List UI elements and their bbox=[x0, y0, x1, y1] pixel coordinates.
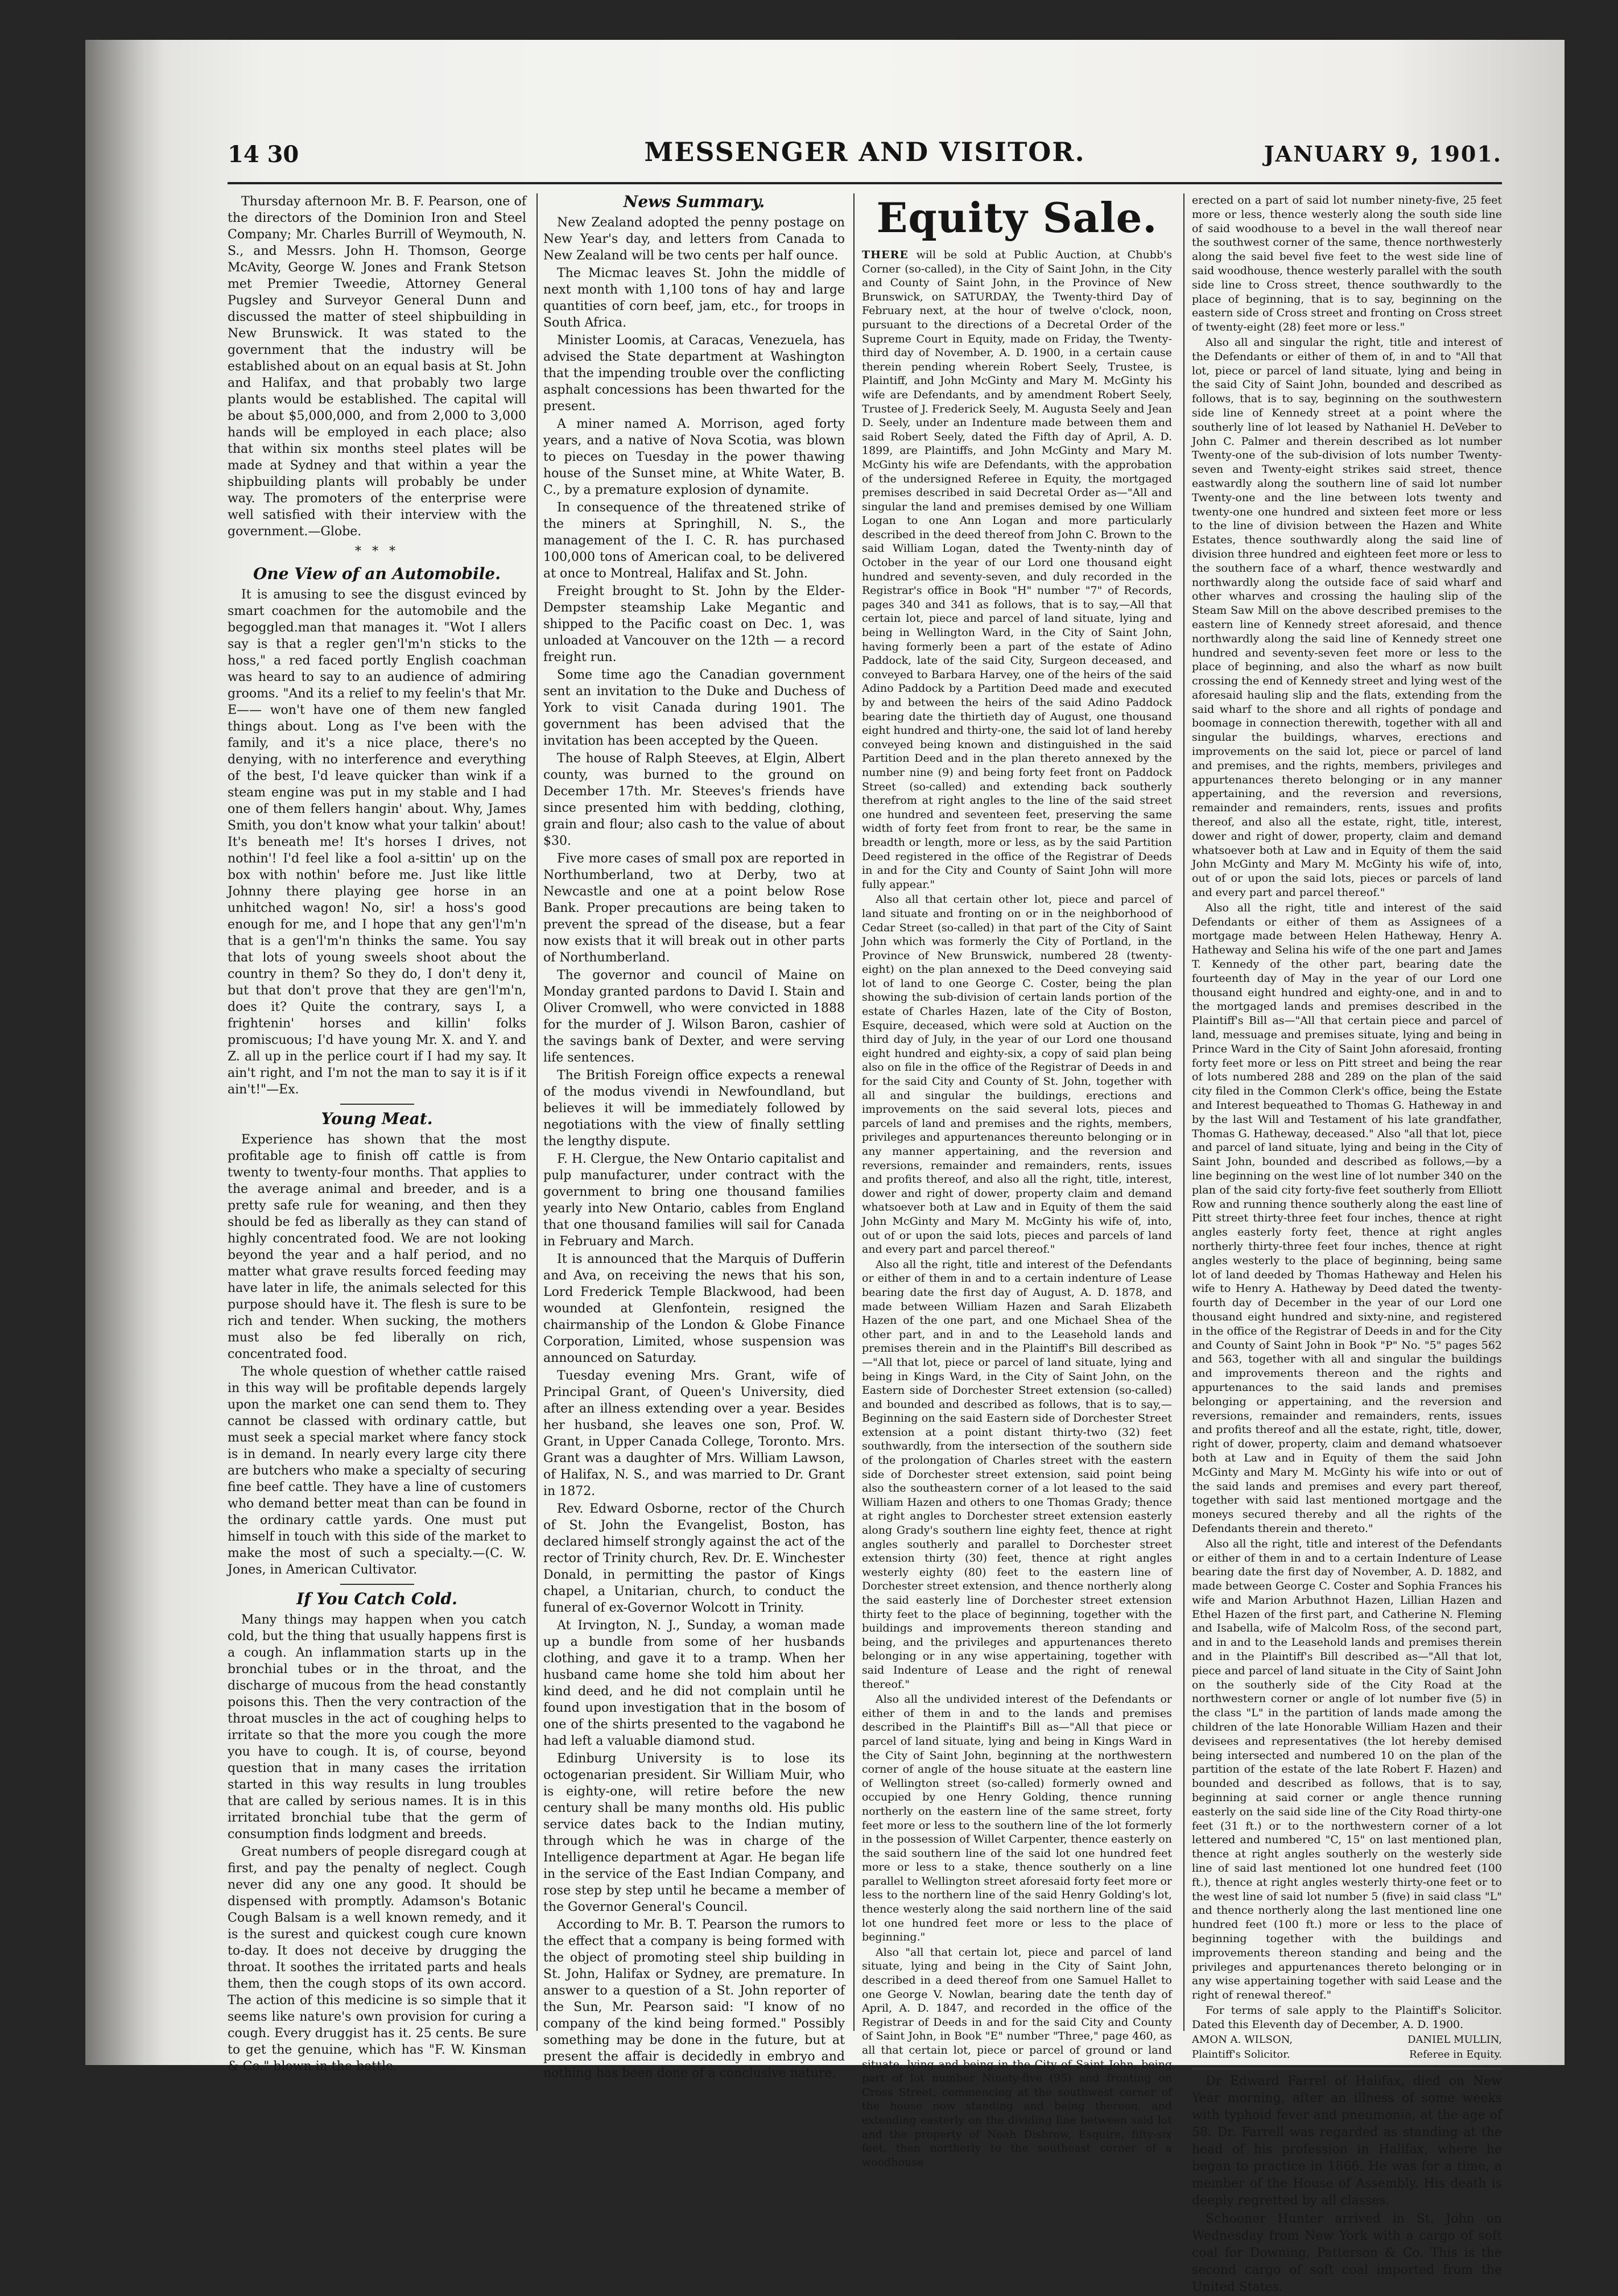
column-rule bbox=[853, 193, 855, 2031]
referee-role: Referee in Equity. bbox=[1409, 2049, 1502, 2061]
signature-roles bbox=[1192, 2048, 1502, 2062]
news-item: In consequence of the threatened strike of the miners at Springhill, N. S., the management of the I. C. R. has purchased 100,000 tons of American coal, to be delivered at once to Montreal, Halifax and St. John. bbox=[543, 501, 845, 581]
news-item: At Irvington, N. J., Sunday, a woman made up a bundle from some of her husbands clothing, and gave it to a tramp. When her husband came home she told him about her kind deed, and he did not complain until he found upon investigation that in the bosom of one of the shirts presented to the vagabond he had left a valuable diamond stud. bbox=[543, 1618, 845, 1748]
equity-sale-para: Also all that certain other lot, piece and parcel of land situate and fronting on or in the neighborhood of Cedar Street (so-called) in that part of the City of Saint John which was formerly the City of Portland, in the Province of New Brunswick, numbered 28 (twenty-eight) on the plan annexed to the Deed conveying said lot of land to one George C. Coster, being the plan showing the sub-division of certain lands portion of the estate of Charles Hazen, late of the City of Boston, Esquire, deceased, which were sold at Auction on the third day of July, in the year of our Lord one thousand eight hundred and eighty-six, a copy of said plan being also on file in the office of the Registrar of Deeds in and for the said City and County of St. John, together with all and singular the buildings, erections and improvements on the said several lots, pieces and parcels of land and premises and the rights, members, privileges and appurtenances thereunto belonging or in any manner appertaining, and the reversion and reversions, remainder and remainders, rents, issues and profits thereof, and also all the right, title, interest, dower and right of dower, property claim and demand whatsoever both at Law and in Equity of them the said John McGinty and Mary M. McGinty his wife of, into, out of or upon the said lots, pieces and parcels of land and every part and parcel thereof." bbox=[862, 893, 1172, 1256]
column-2 bbox=[543, 192, 845, 2080]
issue-date: JANUARY 9, 1901. bbox=[1264, 141, 1502, 167]
column-3 bbox=[862, 193, 1172, 2169]
news-item: Rev. Edward Osborne, rector of the Church of St. John the Evangelist, Boston, has declared himself strongly against the act of the rector of Trinity church, Rev. Dr. E. Winchester Donald, in permitting the pastor of Kings chapel, a Unitarian, church, to conduct the funeral of ex-Governor Wolcott in Trinity. bbox=[543, 1502, 845, 1615]
heading-equity-sale: Equity Sale. bbox=[876, 193, 1158, 242]
binding-shadow bbox=[85, 40, 165, 2065]
heading-young-meat: Young Meat. bbox=[321, 1109, 433, 1128]
sale-terms: For terms of sale apply to the Plaintiff's Solicitor. Dated this Eleventh day of December, A. D. 1900. bbox=[1192, 2004, 1502, 2031]
news-item: The British Foreign office expects a renewal of the modus vivendi in Newfoundland, but believes it will be immediately followed by negotiations with the view of finally settling the lengthy dispute. bbox=[543, 1068, 845, 1149]
article-catch-cold-2: Great numbers of people disregard cough at first, and pay the penalty of neglect. Cough never did any one any good. It should be dispensed with promptly. Adamson's Botanic Cough Balsam is a well known remedy, and it is the surest and quickest cough cure known to-day. It does not deceive by drugging the throat. It soothes the irritated parts and heals them, then the cough stops of its own accord. The action of this medicine is so simple that it seems like nature's own provision for curing a cough. Every druggist has it. 25 cents. Be sure to get the genuine, which has "F. W. Kinsman & Co." blown in the bottle. bbox=[228, 1845, 526, 2074]
newspaper-title: MESSENGER AND VISITOR. bbox=[644, 137, 1085, 167]
heading-automobile: One View of an Automobile. bbox=[253, 564, 501, 583]
column-rule bbox=[536, 193, 538, 2031]
column-rule bbox=[1183, 193, 1184, 2031]
column-1 bbox=[228, 193, 526, 2074]
lead-word: THERE bbox=[862, 249, 909, 261]
article-catch-cold-1: Many things may happen when you catch cold, but the thing that usually happens first is a cough. An inflammation starts up in the bronchial tubes or in the throat, and the discharge of mucous from the head constantly poisons this. Then the very contraction of the throat muscles in the act of coughing helps to irritate so that the more you cough the more you have to cough. It is, of course, beyond question that in many cases the irritation started in this way results in lung troubles that are called by serious names. It is in this irritated bronchial tube that the germ of consumption finds lodgment and breeds. bbox=[228, 1613, 526, 1841]
news-item: A miner named A. Morrison, aged forty years, and a native of Nova Scotia, was blown to pieces on Tuesday in the power thawing house of the Sunset mine, at White Water, B. C., by a premature explosion of dynamite. bbox=[543, 417, 845, 497]
equity-sale-text: will be sold at Public Auction, at Chubb's Corner (so-called), in the City of Saint John, in the City and County of Saint John, in the Province of New Brunswick, on SATURDAY, the Twenty-third Day of February next, at the hour of twelve o'clock, noon, pursuant to the directions of a Decretal Order of the Supreme Court in Equity, made on Friday, the Twenty-third day of November, A. D. 1900, in a certain cause therein pending wherein Robert Seely, Trustee, is Plaintiff, and John McGinty and Mary M. McGinty his wife are Defendants, and by amendment Robert Seely, Trustee of J. Frederick Seely, M. Augusta Seely and Jean D. Seely, under an Indenture made between them and said Robert Seely, dated the Fifth day of April, A. D. 1899, are Plaintiffs, and John McGinty and Mary M. McGinty his wife are Defendants, with the approbation of the undersigned Referee in Equity, the mortgaged premises described in said Decretal Order as—"All and singular the land and premises demised by one William Logan to one Ann Logan and more particularly described in the deed thereof from John C. Brown to the said William Logan, dated the Twenty-ninth day of October in the year of our Lord one thousand eight hundred and seventy-seven, and duly recorded in the Registrar's office in Book "H" number "7" of Records, pages 340 and 341 as follows, that is to say,—All that certain lot, piece and parcel of land situate, lying and being in Wellington Ward, in the City of Saint John, having formerly been a part of the estate of Adino Paddock, late of the said City, Surgeon deceased, and conveyed to Barbara Harvey, one of the heirs of the said Adino Paddock by a Partition Deed made and executed by and between the heirs of the said Adino Paddock bearing date the thirtieth day of August, one thousand eight hundred and thirty-one, the said lot of land hereby conveyed being known and distinguished in the said Partition Deed and in the plan thereto annexed by the number nine (9) and being forty feet front on Paddock Street (so-called) and extending back southerly therefrom at right angles to the line of the said street one hundred and seventeen feet, preserving the same width of forty feet from front to rear, be the same in breadth or length, more or less, as by the said Partition Deed registered in the office of the Registrar of Deeds in and for the City and County of Saint John will more fully appear." bbox=[862, 249, 1172, 891]
referee-name: DANIEL MULLIN, bbox=[1407, 2033, 1502, 2046]
equity-sale-para bbox=[862, 248, 1172, 891]
article-young-meat-2: The whole question of whether cattle raised in this way will be profitable depends largely upon the market one can send them to. They cannot be classed with ordinary cattle, but must seek a special market where fancy stock is in demand. In nearly every large city there are butchers who make a specialty of securing fine beef cattle. They have a line of customers who demand better meat than can be found in the ordinary cattle yards. One must put himself in touch with this side of the market to make the most of such a specialty.—(C. W. Jones, in American Cultivator. bbox=[228, 1365, 526, 1577]
column-4 bbox=[1192, 193, 1502, 2295]
news-item: Minister Loomis, at Caracas, Venezuela, has advised the State department at Washington that the impending trouble over the conflicting asphalt concessions has been thwarted for the present. bbox=[543, 333, 845, 414]
heading-news-summary: News Summary. bbox=[623, 192, 765, 211]
page-number: 14 30 bbox=[228, 141, 299, 168]
article-young-meat-1: Experience has shown that the most profitable age to finish off cattle is from twenty to twenty-four months. That applies to the average animal and breeder, and is a pretty safe rule for weaning, and then they should be fed as liberally as they can stand of highly concentrated food. We are not looking beyond the year and a half period, and no matter what grave results forced feeding may have later in life, the animals selected for this purpose should have it. The flesh is sure to be rich and tender. When sucking, the mothers must also be fed liberally on rich, concentrated food. bbox=[228, 1133, 526, 1361]
news-item: Some time ago the Canadian government sent an invitation to the Duke and Duchess of York to visit Canada during 1901. The government has been advised that the invitation has been accepted by the Queen. bbox=[543, 668, 845, 748]
news-item: The Micmac leaves St. John the middle of next month with 1,100 tons of hay and large quantities of corn beef, jam, etc., for troops in South Africa. bbox=[543, 266, 845, 330]
news-item: Freight brought to St. John by the Elder-Dempster steamship Lake Megantic and shipped to the Pacific coast on Dec. 1, was unloaded at Vancouver on the 12th — a record freight run. bbox=[543, 584, 845, 664]
divider bbox=[340, 1584, 414, 1585]
masthead-rule bbox=[228, 182, 1502, 184]
news-item: Five more cases of small pox are reported in Northumberland, two at Derby, two at Newcastle and one at a point below Rose Bank. Proper precautions are being taken to prevent the spread of the disease, but a fear now exists that it will break out in other parts of Northumberland. bbox=[543, 852, 845, 965]
news-item: The house of Ralph Steeves, at Elgin, Albert county, was burned to the ground on December 17th. Mr. Steeves's friends have since presented him with bedding, clothing, grain and flour; also cash to the value of about $30. bbox=[543, 751, 845, 848]
equity-sale-continued: erected on a part of said lot number ninety-five, 25 feet more or less, thence westerly along the south side line of said woodhouse to a bevel in the wall thereof near the southwest corner of the same, thence northwesterly along the said bevel five feet to the west side line of said woodhouse, thence westerly parallel with the south side line to Cross street, thence southwardly to the place of beginning, that is to say, beginning on the eastern side of Cross street and fronting on Cross street of twenty-eight (28) feet more or less." bbox=[1192, 194, 1502, 334]
solicitor-role: Plaintiff's Solicitor. bbox=[1192, 2049, 1290, 2061]
equity-sale-para: Also all the undivided interest of the Defendants or either of them in and to the lands and premises described in the Plaintiff's Bill as—"All that piece or parcel of land situate, lying and being in Kings Ward in the City of Saint John, beginning at the northwestern corner of angle of the house situate at the eastern line of Wellington street (so-called) formerly owned and occupied by one Henry Golding, thence running northerly on the eastern line of the same street, forty feet more or less to the southern line of the lot formerly in the possession of Willet Carpenter, thence easterly on the said southern line of the said lot one hundred feet more or less to a stake, thence southerly on a line parallel to Wellington street aforesaid forty feet more or less to the northern line of the said Henry Golding's lot, thence westerly along the said northern line of the said lot one hundred feet more or less to the place of beginning." bbox=[862, 1693, 1172, 1944]
article-steel-shipbuilding: Thursday afternoon Mr. B. F. Pearson, one of the directors of the Dominion Iron and Steel Company; Mr. Charles Burrill of Weymouth, N. S., and Messrs. John H. Thomson, George McAvity, George W. Jones and Frank Stetson met Premier Tweedie, Attorney General Pugsley and Surveyor General Dunn and discussed the matter of steel shipbuilding in New Brunswick. It was stated to the government that the industry will be established about on an equal basis at St. John and Halifax, and that probably two large plants would be established. The capital will be about $5,000,000, and from 2,000 to 3,000 hands will be employed in each place; also that within six months steel plates will be made at Sydney and that within a year the shipbuilding plants will probably be under way. The promoters of the enterprise were well satisfied with their interview with the government.—Globe. bbox=[228, 195, 526, 539]
equity-sale-para: Also "all that certain lot, piece and parcel of land situate, lying and being in the City of Saint John, described in a deed thereof from one Samuel Hallet to one George V. Nowlan, bearing date the tenth day of April, A. D. 1847, and recorded in the office of the Registrar of Deeds in and for the said City and County of Saint John, in Book "E" number "Three," page 460, as all that certain lot, piece or parcel of ground or land situate, lying and being in the City of Saint John, being part of lot number Ninety-five (95) and fronting on Cross Street, commencing at the southwest corner of the house now standing and being thereon, and extending easterly on the dividing line between said lot and the property of Noah Disbrow, Esquire, fifty-six feet, then northerly to the southeast corner of a woodhouse bbox=[862, 1946, 1172, 2169]
news-item: It is announced that the Marquis of Dufferin and Ava, on receiving the news that his son, Lord Frederick Temple Blackwood, had been wounded at Glenfontein, resigned the chairmanship of the London & Globe Finance Corporation, Limited, whose suspension was announced on Saturday. bbox=[543, 1252, 845, 1365]
news-item-schooner: Schooner Hunter arrived in St. John on Wednesday from New York with a cargo of soft coal for Downing, Patterson & Co. This is the second cargo of soft coal imported from the United States. bbox=[1192, 2212, 1502, 2295]
news-item-farrel: Dr Edward Farrel of Halifax, died on New Year morning, after an illness of some weeks with typhoid fever and pneumonia, at the age of 58. Dr. Farrell was regarded as standing at the head of his profession in Halifax, where he began to practice in 1866. He was for a time, a member of the House of Assembly. His death is deeply regretted by all classes. bbox=[1192, 2074, 1502, 2208]
solicitor-name: AMON A. WILSON, bbox=[1192, 2033, 1293, 2046]
equity-sale-para: Also all the right, title and interest of the Defendants or either of them in and to a certain indenture of Lease bearing date the first day of August, A. D. 1878, and made between William Hazen and Sarah Elizabeth Hazen of the one part, and one Michael Shea of the other part, and in and to the Leasehold lands and premises therein and in the Plaintiff's Bill described as—"All that lot, piece or parcel of land situate, lying and being in Kings Ward, in the City of Saint John, on the Eastern side of Dorchester Street extension (so-called) and bounded and described as follows, that is to say,—Beginning on the said Eastern side of Dorchester Street extension at a point distant thirty-two (32) feet southwardly, from the intersection of the southern side of the prolongation of Charles street with the eastern side of Dorchester street extension, said point being also the southeastern corner of a lot leased to the said William Hazen and others to one Thomas Grady; thence at right angles to Dorchester street extension easterly along Grady's southern line eighty feet, thence at right angles southerly and parallel to Dorchester street extension thirty (30) feet, thence at right angles westerly eighty (80) feet to the eastern line of Dorchester street extension, and thence northerly along the said easterly line of Dorchester street extension thirty feet to the place of beginning, together with the buildings and improvements thereon standing and being, and the privileges and appurtenances thereto belonging or in any wise appertaining, together with said Indenture of Lease and the right of renewal thereof." bbox=[862, 1258, 1172, 1691]
news-item: New Zealand adopted the penny postage on New Year's day, and letters from Canada to New Zealand will be two cents per half ounce. bbox=[543, 216, 845, 263]
article-automobile: It is amusing to see the disgust evinced by smart coachmen for the automobile and the begoggled.man that manages it. "Wot I allers say is that a regler gen'l'm'n sticks to the hoss," a red faced portly English coachman was heard to say to an audience of admiring grooms. "And its a relief to my feelin's that Mr. E—— won't have one of them new fangled things about. Long as I've been with the family, and it's a nice place, there's no denying, with no interference and everything of the best, I'd leave quicker than wink if a steam engine was put in my stable and I had one of them fellers hangin' about. Why, James Smith, you don't know what your talkin' about! It's beneath me! It's horses I drives, not nothin'! I'd feel like a fool a-sittin' up on the box with nothin' before me. Just like little Johnny there playing gee horse in an unhitched wagon! No, sir! a hoss's good enough for me, and I hope that any gen'l'm'n that is a gen'l'm'n thinks the same. You say that lots of young sweels shoot about the country in them? So they do, I don't deny it, but that don't prove that they are gen'l'm'n, does it? Quite the contrary, says I, a frightenin' horses and killin' folks promiscuous; I'd have young Mr. X. and Y. and Z. all up in the perlice court if I had my say. It ain't right, and I'm not the man to say it is if it ain't!"—Ex. bbox=[228, 588, 526, 1097]
divider bbox=[340, 1104, 414, 1105]
divider bbox=[1192, 2068, 1502, 2070]
equity-sale-para: Also all and singular the right, title and interest of the Defendants or either of them of, in and to "All that lot, piece or parcel of land situate, lying and being in the said City of Saint John, bounded and described as follows, that is to say, beginning on the southwestern side line of Kennedy street at a point where the southerly line of lot leased by Nathaniel H. DeVeber to John C. Palmer and therein described as lot number Twenty-one of the sub-division of lots number Twenty-seven and Twenty-eight strikes said street, thence eastwardly along the southern line of said lot number Twenty-one and the line between lots twenty and twenty-one one hundred and sixteen feet more or less to the line of division between the Hazen and White Estates, thence southwardly along the said line of division three hundred and eighteen feet more or less to the southern face of a wharf, thence westwardly and northwardly along the outside face of said wharf and other wharves and crossing the hauling slip of the Steam Saw Mill on the above described premises to the eastern line of Kennedy street aforesaid, and thence northwardly along the said line of Kennedy street one hundred and seventy-seven feet more or less to the place of beginning, and also the wharf as now built crossing the end of Kennedy street and lying west of the aforesaid hauling slip and the flats, extending from the said wharf to the shore and all rights of pondage and boomage in connection therewith, together with all and singular the buildings, wharves, erections and improvements on the said lot, piece or parcel of land and premises, and the rights, members, privileges and appurtenances thereto belonging or in any manner appertaining, and the reversion and reversions, remainder and remainders, rents, issues and profits thereof, and also all the estate, right, title, interest, dower and right of dower, property, claim and demand whatsoever both at Law and in Equity of them the said John McGinty and Mary M. McGinty his wife of, into, out of or upon the said lots, pieces or parcels of land and every part and parcel thereof." bbox=[1192, 336, 1502, 899]
news-item: Edinburg University is to lose its octogenarian president. Sir William Muir, who is eighty-one, will retire before the new century shall be many months old. His public service dates back to the Indian mutiny, through which he was in charge of the Intelligence department at Agar. He began life in the service of the East Indian Company, and rose step by step until he became a member of the Governor General's Council. bbox=[543, 1752, 845, 1914]
news-item: The governor and council of Maine on Monday granted pardons to David I. Stain and Oliver Cromwell, who were convicted in 1888 for the murder of J. Wilson Baron, cashier of the savings bank of Dexter, and were serving life sentences. bbox=[543, 968, 845, 1065]
heading-catch-cold: If You Catch Cold. bbox=[296, 1589, 457, 1608]
equity-sale-para: Also all the right, title and interest of the Defendants or either of them in and to a certain Indenture of Lease bearing date the first day of November, A. D. 1882, and made between George C. Coster and Sophia Frances his wife and Marion Arbuthnot Hazen, Lillian Hazen and Ethel Hazen of the first part, and Catherine N. Fleming and Isabella, wife of Malcolm Ross, of the second part, and in and to the Leasehold lands and premises therein and in the Plaintiff's Bill described as—"All that lot, piece and parcel of land situate in the City of Saint John on the southerly side of the City Road at the northwestern corner or angle of lot number five (5) in the class "L" in the partition of lands made among the children of the late Honorable William Hazen and their devisees and representatives (the lot hereby demised being intersected and numbered 10 on the plan of the partition of the estate of the late Robert F. Hazen) and bounded and described as follows, that is to say, beginning at said corner or angle thence running easterly on the said side line of the City Road thirty-one feet (31 ft.) or to the northwestern corner of a lot lettered and numbered "C, 15" on last mentioned plan, thence at right angles southerly on the westerly side line of said last mentioned lot one hundred feet (100 ft.), thence at right angles westerly thirty-one feet or to the west line of said lot number 5 (five) in said class "L" and thence northerly along the last mentioned line one hundred feet (100 ft.) more or less to the place of beginning together with the buildings and improvements thereon standing and being and the privileges and appurtenances thereto belonging or in any wise appertaining together with said Lease and the right of renewal thereof." bbox=[1192, 1537, 1502, 2002]
section-divider-stars: * * * bbox=[355, 544, 399, 559]
masthead bbox=[228, 137, 1502, 176]
news-item: Tuesday evening Mrs. Grant, wife of Principal Grant, of Queen's University, died after an illness extending over a year. Besides her husband, she leaves one son, Prof. W. Grant, in Upper Canada College, Toronto. Mrs. Grant was a daughter of Mrs. William Lawson, of Halifax, N. S., and was married to Dr. Grant in 1872. bbox=[543, 1369, 845, 1498]
signature-names bbox=[1192, 2033, 1502, 2047]
news-item: F. H. Clergue, the New Ontario capitalist and pulp manufacturer, under contract with the government to bring one thousand families yearly into New Ontario, cables from England that one thousand families will sail for Canada in February and March. bbox=[543, 1152, 845, 1249]
equity-sale-para: Also all the right, title and interest of the said Defendants or either of them as Assignees of a mortgage made between Helen Hatheway, Henry A. Hatheway and Selina his wife of the one part and James T. Kennedy of the other part, bearing date the fourteenth day of May in the year of our Lord one thousand eight hundred and eighty-one, and in and to the mortgaged lands and premises described in the Plaintiff's Bill as—"All that certain piece and parcel of land, messuage and premises situate, lying and being in Prince Ward in the City of Saint John aforesaid, fronting forty feet more or less on Pitt street and being the rear of lots numbered 288 and 289 on the plan of the said city filed in the Common Clerk's office, being the Estate and Interest bequeathed to Thomas G. Hatheway in and by the last Will and Testament of his late grandfather, Thomas G. Hatheway, deceased." Also "all that lot, piece and parcel of land situate, lying and being in the City of Saint John, bounded and described as follows,—by a line beginning on the west line of lot number 340 on the plan of the said city forty-five feet southerly from Elliott Row and running thence southerly along the east line of Pitt street thirty-three feet four inches, thence at right angles easterly forty feet, thence at right angles northerly thirty-three feet four inches, thence at right angles westerly to the place of beginning, being same lot of land deeded by Thomas Hatheway and Helen his wife to Henry A. Hatheway by Deed dated the twenty-fourth day of December in the year of our Lord one thousand eight hundred and sixty-nine, and registered in the office of the Registrar of Deeds in and for the City and County of Saint John in Book "P" No. "5" pages 562 and 563, together with all and singular the buildings and improvements thereon and the rights and appurtenances to the said lands and premises belonging or appertaining, and the reversion and reversions, remainder and remainders, rents, issues and profits thereof and all the estate, right, title, dower, right of dower, property, claim and demand whatsoever both at Law and in Equity of them the said John McGinty and Mary M. McGinty his wife into or out of the said lands and premises and every part thereof, together with said last mentioned mortgage and the moneys secured thereby and all the rights of the Defendants therein and thereto." bbox=[1192, 901, 1502, 1535]
news-item: According to Mr. B. T. Pearson the rumors to the effect that a company is being formed with the object of promoting steel ship building in St. John, Halifax or Sydney, are premature. In answer to a question of a St. John reporter of the Sun, Mr. Pearson said: "I know of no company of the kind being formed." Possibly something may be done in the future, but at present the affair is decidedly in embryo and nothing has been done of a conclusive nature. bbox=[543, 1918, 845, 2080]
